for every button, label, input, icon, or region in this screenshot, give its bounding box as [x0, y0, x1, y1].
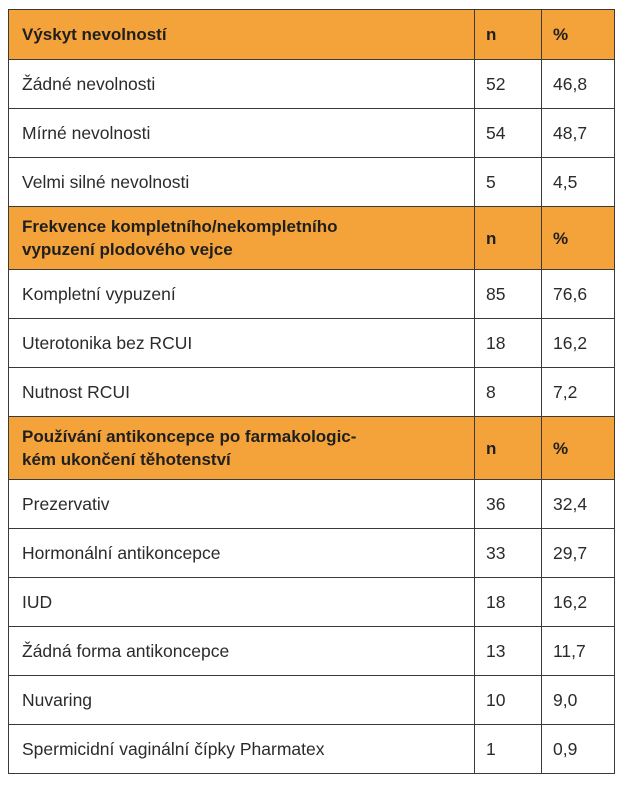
- row-label: Velmi silné nevolnosti: [9, 158, 475, 207]
- column-header-percent: %: [542, 207, 615, 270]
- results-table: [8, 9, 615, 774]
- section-title: Výskyt nevolností: [9, 10, 475, 60]
- row-n: 36: [475, 480, 542, 529]
- row-percent: 0,9: [542, 725, 615, 774]
- table-row: [9, 480, 615, 529]
- row-label: Mírné nevolnosti: [9, 109, 475, 158]
- row-percent: 4,5: [542, 158, 615, 207]
- table-row: [9, 158, 615, 207]
- row-percent: 11,7: [542, 627, 615, 676]
- table-row: [9, 109, 615, 158]
- column-header-percent: %: [542, 417, 615, 480]
- results-table-container: [8, 9, 614, 774]
- row-label: Prezervativ: [9, 480, 475, 529]
- row-percent: 32,4: [542, 480, 615, 529]
- row-n: 8: [475, 368, 542, 417]
- row-n: 85: [475, 270, 542, 319]
- table-row: [9, 319, 615, 368]
- row-percent: 7,2: [542, 368, 615, 417]
- column-header-n: n: [475, 10, 542, 60]
- row-n: 18: [475, 319, 542, 368]
- row-percent: 29,7: [542, 529, 615, 578]
- section-header-contraception: [9, 417, 615, 480]
- row-n: 33: [475, 529, 542, 578]
- row-percent: 16,2: [542, 578, 615, 627]
- row-label: Spermicidní vaginální čípky Pharmatex: [9, 725, 475, 774]
- section-title-line2: vypuzení plodového vejce: [22, 240, 233, 259]
- table-row: [9, 368, 615, 417]
- table-row: [9, 529, 615, 578]
- row-label: Nuvaring: [9, 676, 475, 725]
- table-row: [9, 60, 615, 109]
- table-row: [9, 578, 615, 627]
- row-n: 54: [475, 109, 542, 158]
- section-title: [9, 417, 475, 480]
- row-percent: 9,0: [542, 676, 615, 725]
- row-percent: 48,7: [542, 109, 615, 158]
- section-title-line2: kém ukončení těhotenství: [22, 450, 231, 469]
- row-n: 18: [475, 578, 542, 627]
- column-header-n: n: [475, 417, 542, 480]
- row-label: Kompletní vypuzení: [9, 270, 475, 319]
- table-row: [9, 725, 615, 774]
- row-label: IUD: [9, 578, 475, 627]
- row-percent: 16,2: [542, 319, 615, 368]
- row-label: Uterotonika bez RCUI: [9, 319, 475, 368]
- row-percent: 76,6: [542, 270, 615, 319]
- row-n: 13: [475, 627, 542, 676]
- section-title-line1: Používání antikoncepce po farmakologic-: [22, 427, 357, 446]
- row-n: 1: [475, 725, 542, 774]
- column-header-percent: %: [542, 10, 615, 60]
- section-header-nausea: [9, 10, 615, 60]
- table-row: [9, 627, 615, 676]
- row-label: Hormonální antikoncepce: [9, 529, 475, 578]
- row-percent: 46,8: [542, 60, 615, 109]
- section-header-expulsion: [9, 207, 615, 270]
- row-n: 10: [475, 676, 542, 725]
- row-label: Žádné nevolnosti: [9, 60, 475, 109]
- table-row: [9, 270, 615, 319]
- column-header-n: n: [475, 207, 542, 270]
- row-label: Nutnost RCUI: [9, 368, 475, 417]
- section-title-line1: Frekvence kompletního/nekompletního: [22, 217, 338, 236]
- row-label: Žádná forma antikoncepce: [9, 627, 475, 676]
- row-n: 5: [475, 158, 542, 207]
- section-title: [9, 207, 475, 270]
- row-n: 52: [475, 60, 542, 109]
- table-row: [9, 676, 615, 725]
